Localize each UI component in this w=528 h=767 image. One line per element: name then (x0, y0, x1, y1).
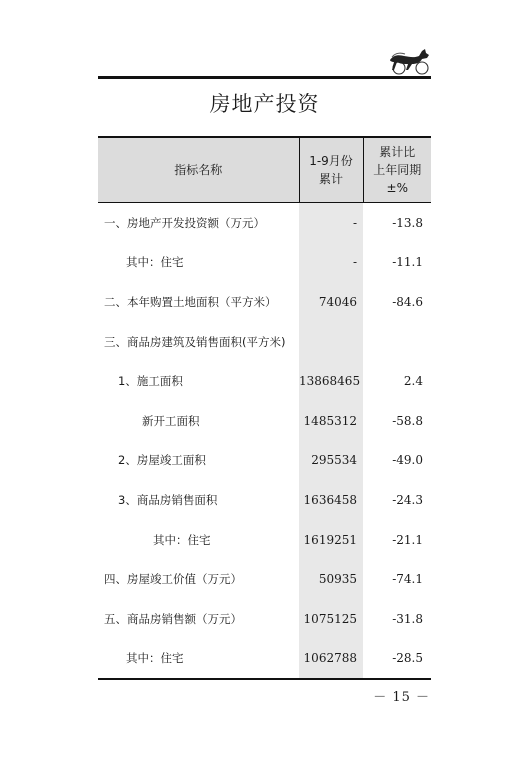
table-row (98, 282, 431, 322)
header-yoy-line2: 上年同期 (373, 163, 422, 177)
indicator-name: 一、房地产开发投资额（万元） (104, 215, 265, 230)
yoy-change-value: -74.1 (392, 572, 423, 587)
cumulative-value: - (299, 203, 363, 243)
indicator-name: 2、房屋竣工面积 (118, 453, 206, 468)
yoy-change-value: -11.1 (392, 255, 423, 270)
indicator-name: 四、房屋竣工价值（万元） (104, 572, 242, 587)
horse-logo-icon (386, 46, 432, 76)
yoy-change-value: -13.8 (392, 215, 423, 230)
header-yoy-change (363, 137, 431, 203)
cumulative-value: 1062788 (299, 639, 363, 680)
yoy-change-value: -49.0 (392, 453, 423, 468)
header-yoy-line3: ±% (386, 181, 408, 195)
cumulative-value: - (299, 243, 363, 283)
indicator-name: 3、商品房销售面积 (118, 492, 218, 507)
indicator-name: 新开工面积 (142, 413, 200, 428)
cumulative-value: 13868465 (299, 361, 363, 401)
table-row (98, 361, 431, 401)
table-row (98, 203, 431, 243)
cumulative-value: 74046 (299, 282, 363, 322)
yoy-change-value (363, 322, 431, 362)
yoy-change-value: -24.3 (392, 492, 423, 507)
table-row (98, 639, 431, 680)
table-row (98, 559, 431, 599)
header-cumulative-line2: 累计 (318, 172, 343, 186)
indicator-name: 五、商品房销售额（万元） (104, 611, 242, 626)
table-row (98, 401, 431, 441)
header-rule (98, 76, 431, 79)
header-cumulative-line1: 1-9月份 (309, 154, 353, 168)
yoy-change-value: -31.8 (392, 611, 423, 626)
cumulative-value: 1619251 (299, 520, 363, 560)
yoy-change-value: -84.6 (392, 294, 423, 309)
cumulative-value: 295534 (299, 441, 363, 481)
indicator-name: 其中：住宅 (153, 532, 211, 547)
header-yoy-line1: 累计比 (379, 145, 416, 159)
statistics-table (98, 136, 431, 680)
header-cumulative (299, 137, 363, 203)
yoy-change-value: -58.8 (392, 413, 423, 428)
cumulative-value (299, 322, 363, 362)
indicator-name: 其中：住宅 (98, 639, 299, 680)
table-row (98, 599, 431, 639)
table-row (98, 480, 431, 520)
indicator-name: 1、施工面积 (118, 374, 183, 389)
yoy-change-value: 2.4 (403, 374, 423, 389)
indicator-name: 二、本年购置土地面积（平方米） (104, 294, 277, 309)
table-row (98, 322, 431, 362)
header-indicator-name: 指标名称 (98, 137, 299, 203)
page-number: － 15 － (373, 690, 430, 705)
table-row (98, 243, 431, 283)
indicator-name: 三、商品房建筑及销售面积(平方米) (104, 334, 286, 349)
cumulative-value: 1075125 (299, 599, 363, 639)
yoy-change-value: -28.5 (363, 639, 431, 680)
cumulative-value: 50935 (299, 559, 363, 599)
cumulative-value: 1485312 (299, 401, 363, 441)
table-row (98, 441, 431, 481)
indicator-name: 其中：住宅 (126, 255, 184, 270)
page-title: 房地产投资 (209, 92, 320, 116)
table-row (98, 520, 431, 560)
yoy-change-value: -21.1 (392, 532, 423, 547)
cumulative-value: 1636458 (299, 480, 363, 520)
